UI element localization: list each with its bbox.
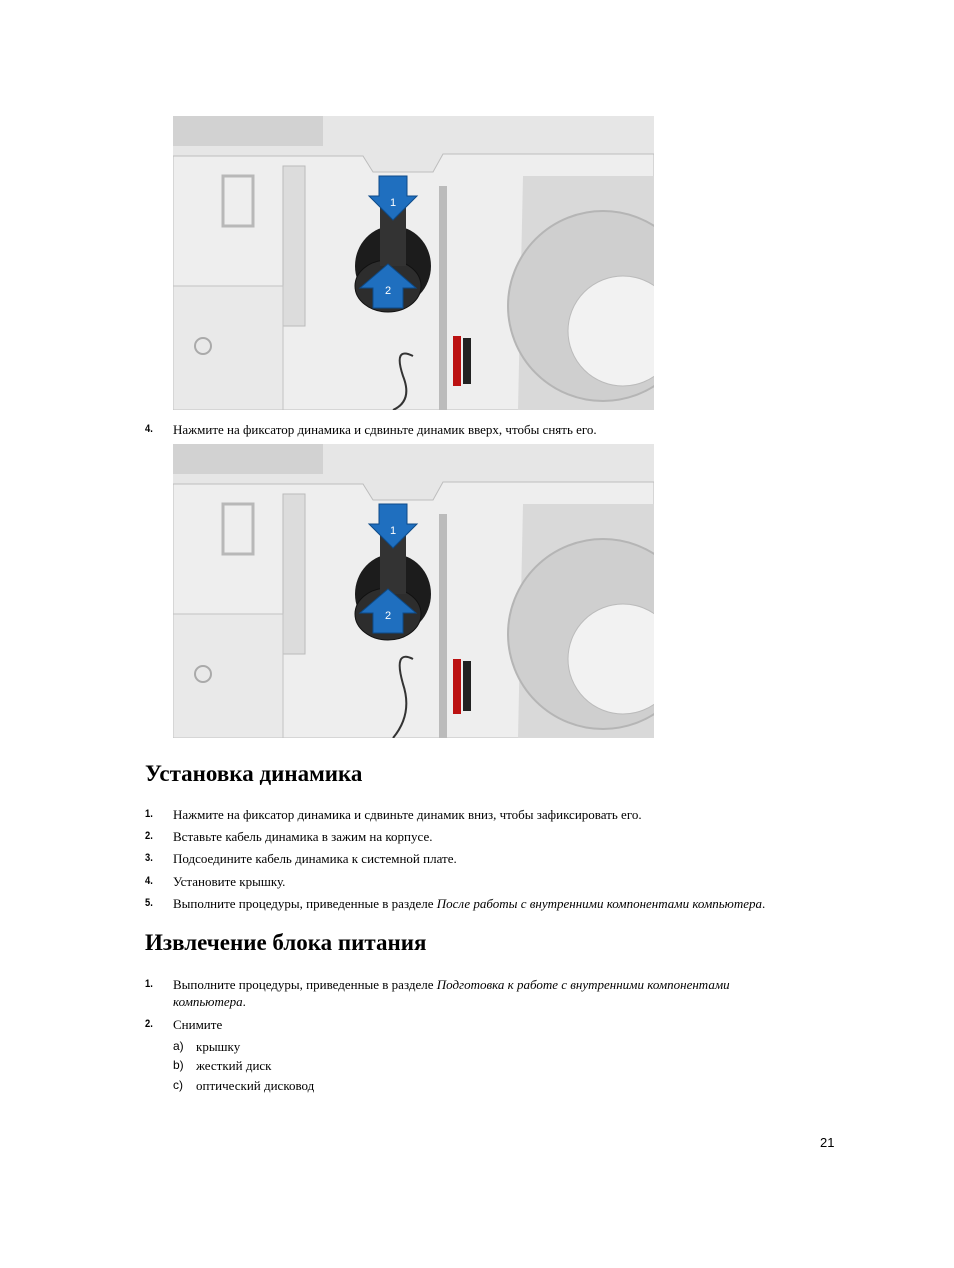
substep-text: жесткий диск xyxy=(196,1058,272,1073)
install-step-1 xyxy=(145,806,805,823)
psu-step-2 xyxy=(145,1016,805,1033)
step-text: Подсоедините кабель динамика к системной плате. xyxy=(173,851,457,866)
substep-letter: a) xyxy=(173,1039,184,1053)
cross-reference-link[interactable]: После работы с внутренними компонентами компьютера xyxy=(436,896,762,911)
arrow-label-2: 2 xyxy=(384,610,392,622)
install-step-4 xyxy=(145,873,805,890)
figure-speaker-removal-1 xyxy=(173,116,654,410)
install-step-3 xyxy=(145,850,805,867)
section-title-install: Установка динамика xyxy=(145,761,363,786)
substep-letter: b) xyxy=(173,1058,184,1072)
step-text: Нажмите на фиксатор динамика и сдвиньте динамик вверх, чтобы снять его. xyxy=(173,422,597,437)
step-text: Вставьте кабель динамика в зажим на корпусе. xyxy=(173,829,433,844)
step-number: 1. xyxy=(145,808,153,820)
cross-reference-link[interactable]: Подготовка к работе с внутренними компонентами компьютера xyxy=(173,977,730,1009)
step-text: Выполните процедуры, приведенные в разделе xyxy=(173,977,437,992)
page-number: 21 xyxy=(820,1135,835,1150)
step-text: Установите крышку. xyxy=(173,874,286,889)
step-number: 4. xyxy=(145,875,153,887)
psu-substep-a xyxy=(173,1038,240,1055)
arrow-label-1: 1 xyxy=(389,525,397,537)
step-number: 2. xyxy=(145,830,153,842)
substep-letter: c) xyxy=(173,1078,183,1092)
psu-step-1 xyxy=(145,976,805,1010)
step-number: 5. xyxy=(145,897,153,909)
section-title-psu: Извлечение блока питания xyxy=(145,930,427,955)
step-text-end: . xyxy=(761,896,766,911)
arrow-label-1: 1 xyxy=(389,197,397,209)
psu-substep-c xyxy=(173,1077,314,1094)
figure-speaker-removal-2 xyxy=(173,444,654,738)
step-text-end: . xyxy=(242,994,246,1009)
chassis-illustration xyxy=(173,116,654,410)
intro-step xyxy=(145,421,805,438)
step-text: Снимите xyxy=(173,1017,223,1032)
step-number: 4. xyxy=(145,423,153,435)
arrow-label-2: 2 xyxy=(384,285,392,297)
step-number: 3. xyxy=(145,852,153,864)
substep-text: оптический дисковод xyxy=(196,1078,315,1093)
install-step-5 xyxy=(145,895,805,912)
step-number: 1. xyxy=(145,978,153,990)
substep-text: крышку xyxy=(196,1039,241,1054)
step-text: Выполните процедуры, приведенные в разделе xyxy=(173,896,437,911)
step-text: Нажмите на фиксатор динамика и сдвиньте динамик вниз, чтобы зафиксировать его. xyxy=(173,807,642,822)
psu-substep-b xyxy=(173,1057,272,1074)
chassis-illustration xyxy=(173,444,654,738)
step-number: 2. xyxy=(145,1018,153,1030)
install-step-2 xyxy=(145,828,805,845)
